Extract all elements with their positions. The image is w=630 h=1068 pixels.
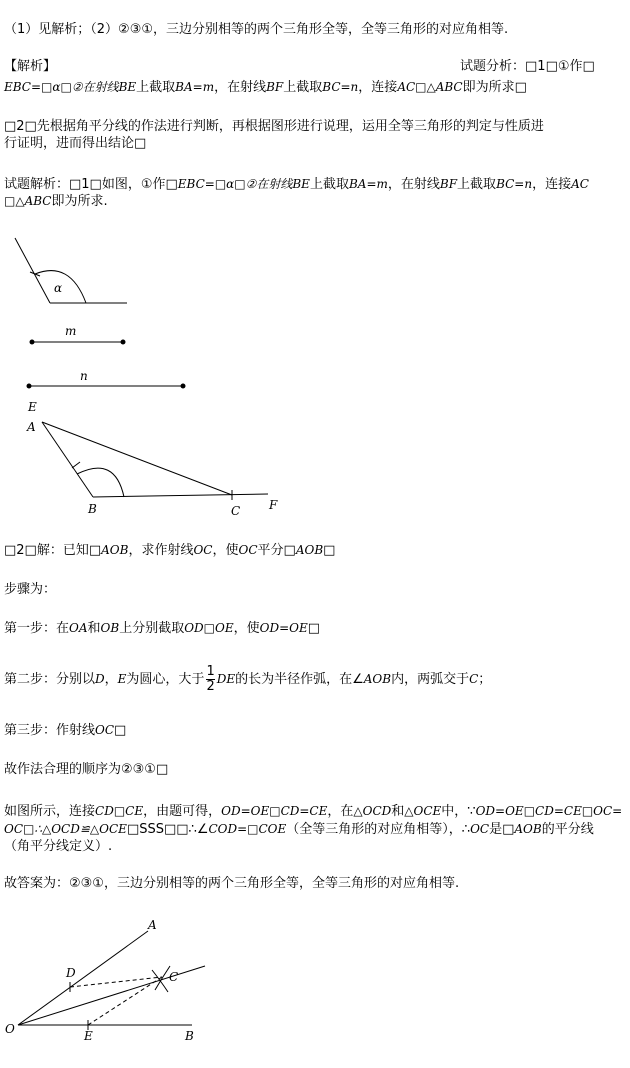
- solution-text: ，连接: [532, 177, 572, 192]
- part2-text: 平分□: [257, 543, 296, 558]
- math: AOB: [101, 543, 129, 557]
- math: AC: [571, 177, 589, 191]
- math: OD□OE: [184, 621, 234, 635]
- math: COD=□COE: [208, 822, 287, 836]
- math: OC: [238, 543, 258, 557]
- label-e: E: [84, 1029, 93, 1043]
- step-text: ，使: [233, 621, 260, 636]
- section-header: 【解析】: [4, 59, 57, 74]
- label-a: A: [27, 420, 36, 434]
- math: C: [469, 672, 479, 686]
- proof-text: 中，∵: [441, 804, 476, 819]
- analysis-p2-line-2: 行证明，进而得出结论□: [4, 136, 147, 151]
- solution-text: 上截取: [457, 177, 497, 192]
- step-text: 的长为半径作弧，在∠: [235, 672, 364, 687]
- step-text: 为圆心，大于: [126, 672, 205, 687]
- label-b: B: [185, 1029, 194, 1043]
- fraction-numerator: 1: [206, 664, 215, 679]
- proof-text: 和: [391, 804, 405, 819]
- math: OD=OE□CD=CE: [221, 804, 328, 818]
- math: AOB: [363, 672, 392, 686]
- label-e: E: [28, 400, 37, 414]
- label-c: C: [169, 970, 179, 984]
- part2-text: □: [323, 543, 336, 558]
- label-alpha: α: [54, 281, 63, 295]
- math: BA=m: [348, 177, 388, 191]
- label-a: A: [148, 918, 157, 932]
- math: DE: [216, 672, 236, 686]
- math: EBC=□α□②在射线: [177, 177, 293, 191]
- label-d: D: [66, 966, 76, 980]
- analysis-title: 试题分析：: [460, 59, 526, 74]
- solution-text: ，在射线: [387, 177, 440, 192]
- proof-text: 的平分线: [541, 822, 594, 837]
- math: E: [117, 672, 127, 686]
- math: △OCD: [353, 804, 392, 818]
- step-text: 第二步：分别以: [4, 672, 96, 687]
- solution-text: 试题解析：□1□如图，①作□: [4, 177, 178, 192]
- label-c: C: [231, 504, 241, 518]
- label-b: B: [88, 502, 97, 516]
- proof-text: 是□: [489, 822, 515, 837]
- step-text: 内，两弧交于: [391, 672, 470, 687]
- analysis-start: □1□①作□: [525, 59, 595, 74]
- proof-text: 如图所示，连接: [4, 804, 96, 819]
- label-f: F: [269, 498, 278, 512]
- math: BE: [118, 80, 137, 94]
- analysis-text: 上截取: [136, 80, 176, 95]
- math: BE: [292, 177, 310, 191]
- analysis-text: 上截取: [283, 80, 323, 95]
- analysis-text: 即为所求□: [462, 80, 527, 95]
- part2-text: □2□解：已知□: [4, 543, 102, 558]
- math: AOB: [514, 822, 542, 836]
- analysis-text: EBC=□α□②在射线: [4, 80, 119, 94]
- math: BC=n: [322, 80, 359, 94]
- proof-text: □SSS□□∴∠: [126, 822, 209, 837]
- step-text: 第三步：作射线: [4, 723, 96, 738]
- answer-line: （1）见解析；（2）②③①，三边分别相等的两个三角形全等，全等三角形的对应角相等.: [4, 22, 509, 37]
- math: BC=n: [496, 177, 533, 191]
- math: D: [95, 672, 105, 686]
- steps-label: 步骤为：: [4, 582, 57, 597]
- analysis-text: ，连接: [358, 80, 398, 95]
- math: OD=OE: [259, 621, 308, 635]
- math: BF: [266, 80, 284, 94]
- proof-text: （全等三角形的对应角相等），∴: [286, 822, 471, 837]
- math: CD□CE: [95, 804, 144, 818]
- math: OA: [69, 621, 88, 635]
- math: AC□△ABC: [397, 80, 463, 94]
- ray-oa: [18, 931, 148, 1025]
- solution-text: 上截取: [309, 177, 349, 192]
- proof-text: ，由题可得，: [143, 804, 222, 819]
- fraction-denominator: 2: [206, 679, 215, 694]
- math: OC: [193, 543, 213, 557]
- step-text: □: [307, 621, 321, 636]
- math: AOB: [295, 543, 324, 557]
- label-n: n: [80, 369, 88, 383]
- math: △OCE: [404, 804, 442, 818]
- math: OC□∴△OCD≌△OCE: [4, 822, 127, 836]
- analysis-p2-line-1: □2□先根据角平分线的作法进行判断，再根据图形进行说理，运用全等三角形的判定与性质进: [4, 119, 544, 134]
- step-text: ，: [104, 672, 118, 687]
- step-text: 第一步：在: [4, 621, 70, 636]
- step-text: 上分别截取: [119, 621, 185, 636]
- analysis-text: ，在射线: [214, 80, 267, 95]
- label-o: O: [5, 1022, 15, 1036]
- part2-text: ，使: [212, 543, 239, 558]
- math: BF: [439, 177, 458, 191]
- final-answer: 故答案为：②③①，三边分别相等的两个三角形全等，全等三角形的对应角相等.: [4, 876, 460, 891]
- math: OB: [100, 621, 120, 635]
- part2-text: ，求作射线: [128, 543, 194, 558]
- proof-text: ，在: [327, 804, 354, 819]
- math: BA=m: [175, 80, 215, 94]
- step-text: □: [114, 723, 127, 738]
- label-m: m: [65, 324, 77, 338]
- step-text: 和: [87, 621, 101, 636]
- step-text: ；: [478, 672, 492, 687]
- math: OC: [95, 723, 115, 737]
- math: OC: [470, 822, 490, 836]
- solution-text: 即为所求.: [51, 194, 108, 209]
- math: □△ABC: [4, 194, 52, 208]
- proof-line-3: （角平分线定义）.: [4, 839, 113, 854]
- order-line: 故作法合理的顺序为②③①□: [4, 762, 169, 777]
- math: OD=OE□CD=CE□OC=: [475, 804, 623, 818]
